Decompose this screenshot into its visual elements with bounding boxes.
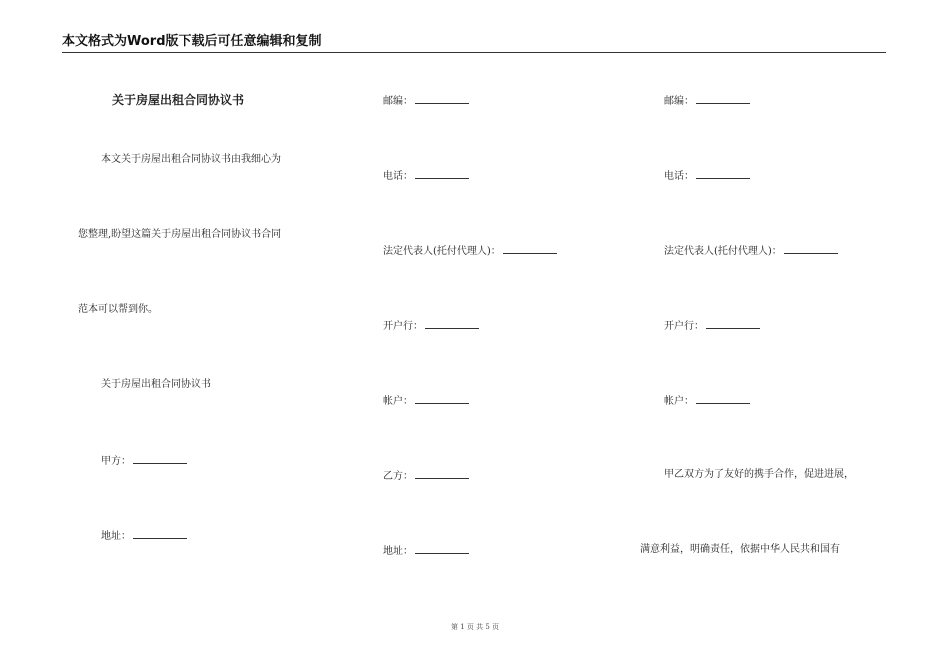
party-b-bank-blank bbox=[706, 318, 760, 329]
party-a-postcode-label: 邮编： bbox=[383, 96, 413, 107]
party-a-account-field bbox=[383, 393, 469, 409]
party-b-address-label: 地址： bbox=[383, 546, 413, 557]
party-b-postcode-blank bbox=[696, 93, 750, 104]
agreement-para-line-2: 满意利益，明确责任，依据中华人民共和国有 bbox=[640, 544, 840, 555]
intro-line-2: 您整理,盼望这篇关于房屋出租合同协议书合同 bbox=[78, 229, 282, 240]
header-text: 本文格式为Word版下载后可任意编辑和复制 bbox=[62, 34, 322, 49]
party-b-account-label: 帐户： bbox=[664, 396, 694, 407]
party-b-account-blank bbox=[696, 393, 750, 404]
party-a-field bbox=[101, 453, 187, 469]
party-b-phone-label: 电话： bbox=[664, 171, 694, 182]
section-subtitle: 关于房屋出租合同协议书 bbox=[101, 379, 211, 390]
party-a-account-blank bbox=[415, 393, 469, 404]
party-b-bank-field bbox=[664, 318, 760, 334]
party-b-field bbox=[383, 468, 469, 484]
intro-line-1: 本文关于房屋出租合同协议书由我细心为 bbox=[101, 154, 281, 165]
party-b-phone-blank bbox=[696, 168, 750, 179]
document-title: 关于房屋出租合同协议书 bbox=[112, 93, 245, 107]
party-a-address-field bbox=[101, 528, 187, 544]
party-a-label: 甲方： bbox=[101, 456, 131, 467]
party-a-address-label: 地址： bbox=[101, 531, 131, 542]
party-b-address-blank bbox=[415, 543, 469, 554]
party-a-legal-rep-blank bbox=[503, 243, 557, 254]
party-b-address-field bbox=[383, 543, 469, 559]
page-footer: 第 1 页 共 5 页 bbox=[450, 623, 500, 631]
party-a-phone-label: 电话： bbox=[383, 171, 413, 182]
party-b-postcode-label: 邮编： bbox=[664, 96, 694, 107]
party-a-legal-rep-label: 法定代表人(托付代理人)： bbox=[383, 246, 501, 257]
party-a-legal-rep-field bbox=[383, 243, 557, 259]
intro-line-3: 范本可以帮到你。 bbox=[78, 304, 158, 315]
party-a-account-label: 帐户： bbox=[383, 396, 413, 407]
party-b-label: 乙方： bbox=[383, 471, 413, 482]
page-header bbox=[62, 34, 886, 53]
party-a-bank-field bbox=[383, 318, 479, 334]
agreement-para-line-1: 甲乙双方为了友好的携手合作，促进进展， bbox=[664, 469, 854, 480]
party-b-legal-rep-blank bbox=[784, 243, 838, 254]
party-a-postcode-blank bbox=[415, 93, 469, 104]
party-a-bank-blank bbox=[425, 318, 479, 329]
party-b-phone-field bbox=[664, 168, 750, 184]
party-b-legal-rep-field bbox=[664, 243, 838, 259]
party-b-legal-rep-label: 法定代表人(托付代理人)： bbox=[664, 246, 782, 257]
party-b-blank bbox=[415, 468, 469, 479]
party-a-blank bbox=[133, 453, 187, 464]
party-a-phone-blank bbox=[415, 168, 469, 179]
party-a-bank-label: 开户行： bbox=[383, 321, 423, 332]
party-b-postcode-field bbox=[664, 93, 750, 109]
party-a-postcode-field bbox=[383, 93, 469, 109]
party-a-address-blank bbox=[133, 528, 187, 539]
party-a-phone-field bbox=[383, 168, 469, 184]
party-b-bank-label: 开户行： bbox=[664, 321, 704, 332]
party-b-account-field bbox=[664, 393, 750, 409]
